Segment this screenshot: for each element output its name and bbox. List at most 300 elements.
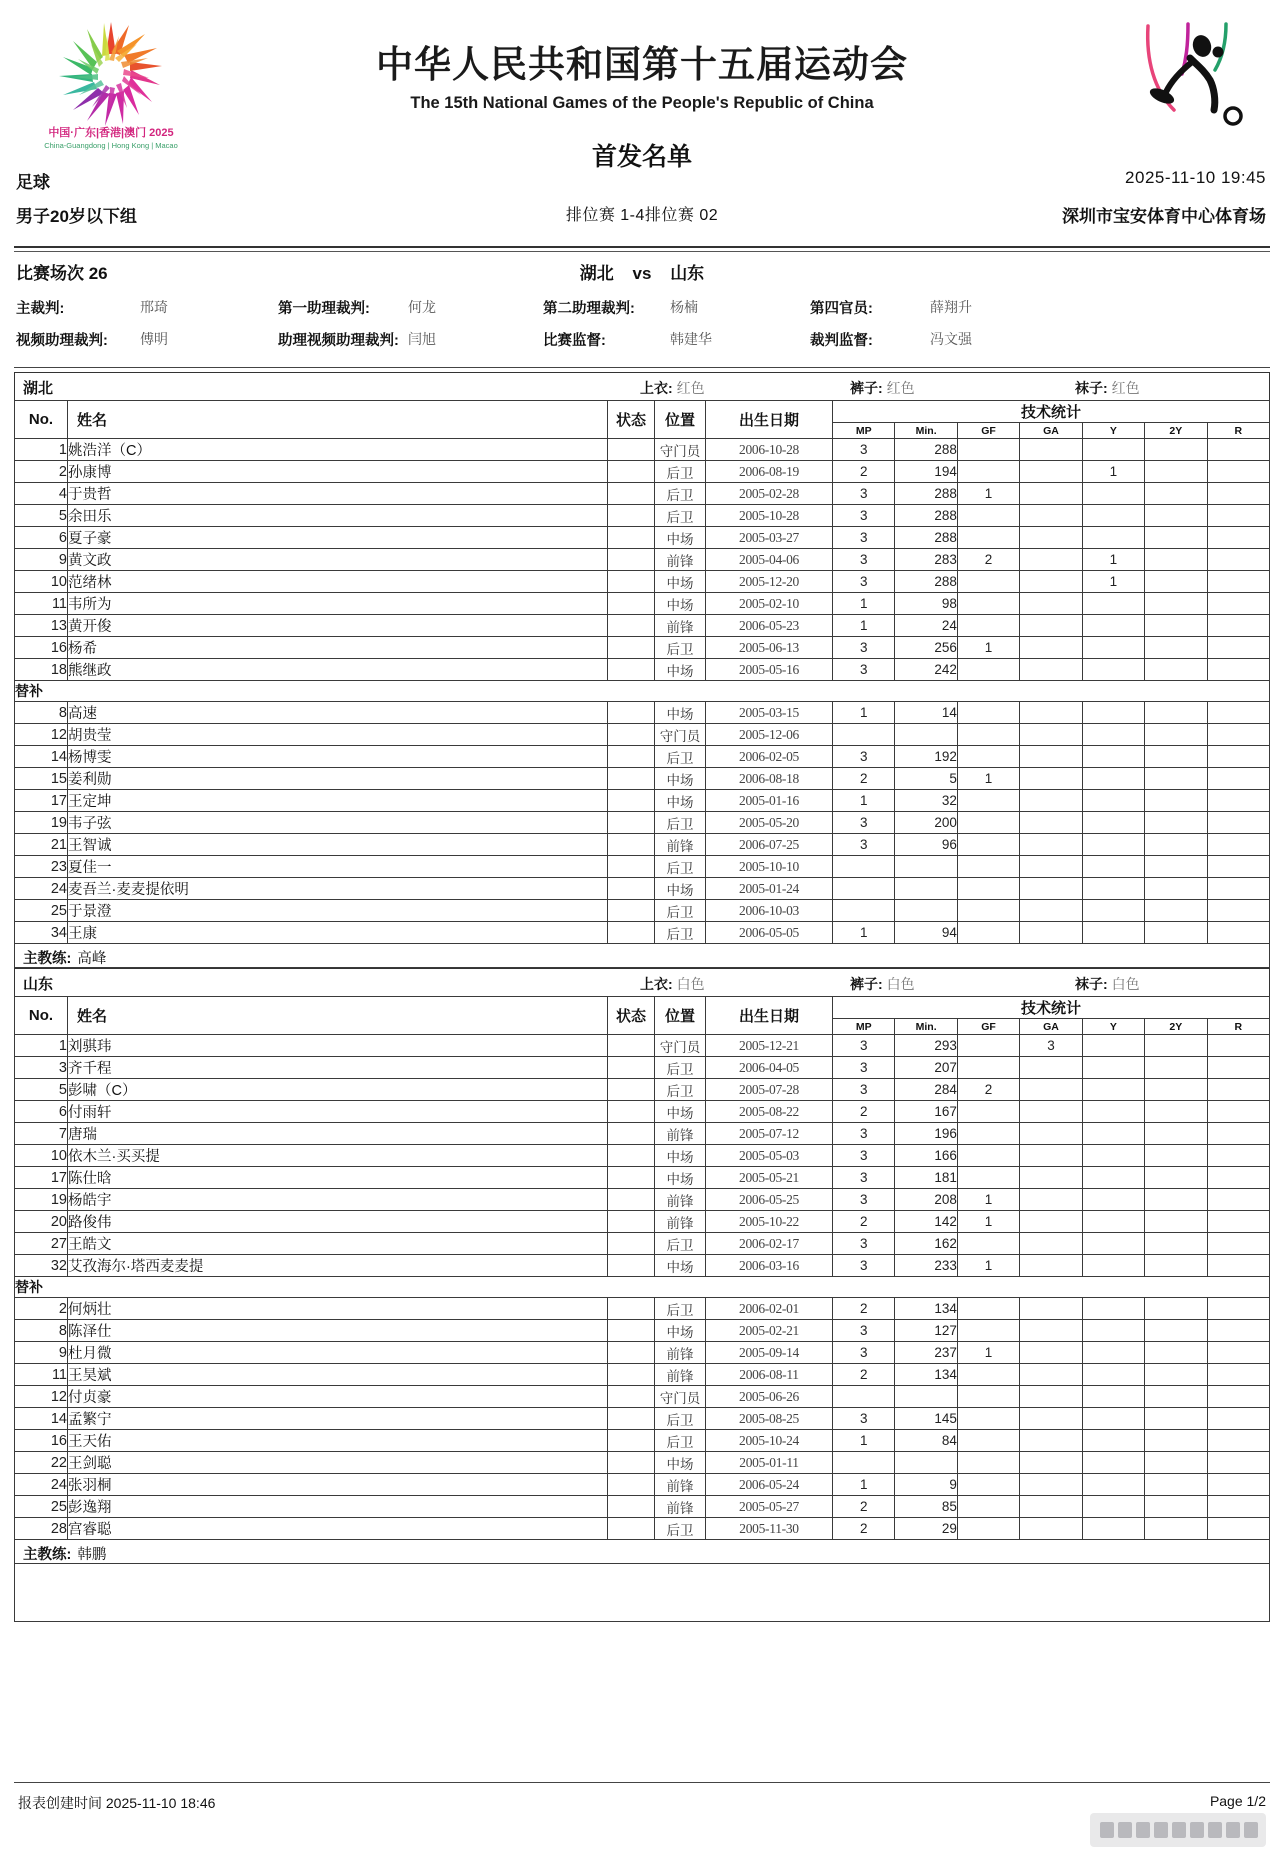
- player-number: 12: [15, 1386, 68, 1408]
- stat-min: 9: [895, 1474, 957, 1496]
- player-number: 12: [15, 724, 68, 746]
- stat-y: [1082, 439, 1144, 461]
- player-status: [608, 1189, 655, 1211]
- stat-2y: [1145, 1518, 1207, 1540]
- stat-r: [1207, 900, 1269, 922]
- stat-gf: [957, 527, 1019, 549]
- stat-mp: 3: [833, 483, 895, 505]
- player-position: 中场: [655, 1320, 706, 1342]
- player-position: 中场: [655, 878, 706, 900]
- stat-ga: [1020, 922, 1082, 944]
- stat-ga: [1020, 1408, 1082, 1430]
- stat-gf: [957, 1496, 1019, 1518]
- stat-2y: [1145, 439, 1207, 461]
- player-status: [608, 637, 655, 659]
- player-name: 孟繁宁: [68, 1408, 608, 1430]
- referee-value: 邢琦: [140, 301, 168, 316]
- stat-gf: 1: [957, 1189, 1019, 1211]
- stat-min: [895, 856, 957, 878]
- report-created-time: 报表创建时间 2025-11-10 18:46: [18, 1795, 216, 1811]
- stat-gf: 1: [957, 483, 1019, 505]
- stat-r: [1207, 483, 1269, 505]
- player-name: 杜月微: [68, 1342, 608, 1364]
- stat-2y: [1145, 1452, 1207, 1474]
- stat-gf: 2: [957, 1079, 1019, 1101]
- player-position: 中场: [655, 527, 706, 549]
- stat-mp: 2: [833, 1101, 895, 1123]
- col-2y: 2Y: [1145, 423, 1207, 439]
- player-status: [608, 1408, 655, 1430]
- stat-y: [1082, 1364, 1144, 1386]
- player-position: 后卫: [655, 1408, 706, 1430]
- stat-gf: [957, 1320, 1019, 1342]
- player-position: 前锋: [655, 1189, 706, 1211]
- stat-ga: [1020, 1474, 1082, 1496]
- player-position: 前锋: [655, 1496, 706, 1518]
- stat-r: [1207, 1298, 1269, 1320]
- col-status: 状态: [608, 401, 655, 439]
- stat-ga: [1020, 900, 1082, 922]
- stat-y: [1082, 1298, 1144, 1320]
- stat-gf: [957, 1430, 1019, 1452]
- stat-mp: 3: [833, 1167, 895, 1189]
- stat-r: [1207, 439, 1269, 461]
- table-row: [15, 549, 1270, 571]
- player-number: 5: [15, 505, 68, 527]
- stat-gf: [957, 746, 1019, 768]
- player-name: 王智诚: [68, 834, 608, 856]
- stat-r: [1207, 1145, 1269, 1167]
- stat-y: [1082, 1233, 1144, 1255]
- col-gf: GF: [957, 423, 1019, 439]
- stat-2y: [1145, 1298, 1207, 1320]
- stat-ga: [1020, 812, 1082, 834]
- stat-ga: [1020, 659, 1082, 681]
- fourth-official-value: 薛翔升: [930, 301, 972, 316]
- stat-2y: [1145, 1079, 1207, 1101]
- stat-min: 14: [895, 702, 957, 724]
- table-row: [15, 527, 1270, 549]
- stat-y: [1082, 922, 1144, 944]
- stat-ga: [1020, 549, 1082, 571]
- stat-mp: 1: [833, 922, 895, 944]
- player-position: 前锋: [655, 1474, 706, 1496]
- table-row: [15, 768, 1270, 790]
- stat-r: [1207, 878, 1269, 900]
- stat-min: 284: [895, 1079, 957, 1101]
- stat-y: [1082, 1123, 1144, 1145]
- player-birthdate: 2006-05-23: [706, 615, 833, 637]
- stat-min: 134: [895, 1298, 957, 1320]
- stat-min: 233: [895, 1255, 957, 1277]
- ar1-label: 第一助理裁判:: [278, 301, 370, 317]
- stat-r: [1207, 768, 1269, 790]
- player-birthdate: 2006-10-28: [706, 439, 833, 461]
- stat-2y: [1145, 659, 1207, 681]
- stat-r: [1207, 505, 1269, 527]
- stat-2y: [1145, 746, 1207, 768]
- stat-y: [1082, 900, 1144, 922]
- player-number: 16: [15, 1430, 68, 1452]
- kit-shirt: [640, 974, 705, 994]
- watermark-bars-icon: [1100, 1822, 1262, 1843]
- stat-mp: 1: [833, 593, 895, 615]
- stat-gf: 1: [957, 1211, 1019, 1233]
- kit-shorts: [850, 378, 915, 398]
- table-row: [15, 483, 1270, 505]
- player-name: 姚浩洋（C）: [68, 439, 608, 461]
- player-position: 前锋: [655, 1342, 706, 1364]
- substitutes-band: [15, 1277, 1270, 1298]
- stat-min: 142: [895, 1211, 957, 1233]
- player-birthdate: 2005-12-20: [706, 571, 833, 593]
- stat-gf: [957, 1452, 1019, 1474]
- player-birthdate: 2005-10-24: [706, 1430, 833, 1452]
- player-number: 34: [15, 922, 68, 944]
- stat-gf: [957, 724, 1019, 746]
- stat-min: 194: [895, 461, 957, 483]
- player-name: 夏子豪: [68, 527, 608, 549]
- player-birthdate: 2006-02-01: [706, 1298, 833, 1320]
- table-row: [15, 1211, 1270, 1233]
- player-birthdate: 2005-12-21: [706, 1035, 833, 1057]
- table-row: [15, 659, 1270, 681]
- player-name: 刘骐玮: [68, 1035, 608, 1057]
- player-name: 余田乐: [68, 505, 608, 527]
- table-row: [15, 571, 1270, 593]
- stat-gf: [957, 812, 1019, 834]
- stat-y: [1082, 1255, 1144, 1277]
- stat-y: 1: [1082, 461, 1144, 483]
- stat-gf: 1: [957, 637, 1019, 659]
- player-position: 中场: [655, 659, 706, 681]
- match-meta: [0, 168, 1284, 368]
- stat-r: [1207, 637, 1269, 659]
- stat-mp: 3: [833, 746, 895, 768]
- stat-mp: 3: [833, 1320, 895, 1342]
- player-number: 7: [15, 1123, 68, 1145]
- player-status: [608, 571, 655, 593]
- stat-r: [1207, 1474, 1269, 1496]
- kit-socks: [1075, 378, 1140, 398]
- player-name: 夏佳一: [68, 856, 608, 878]
- stat-gf: [957, 1474, 1019, 1496]
- table-row: [15, 1101, 1270, 1123]
- document-footer: [14, 1793, 1270, 1817]
- player-number: 6: [15, 527, 68, 549]
- svg-text:中国·广东|香港|澳门 2025: 中国·广东|香港|澳门 2025: [48, 127, 174, 139]
- kit-shirt-value: 红色: [676, 380, 705, 396]
- player-name: 艾孜海尔·塔西麦麦提: [68, 1255, 608, 1277]
- stat-y: [1082, 1211, 1144, 1233]
- stat-min: 283: [895, 549, 957, 571]
- stat-2y: [1145, 1408, 1207, 1430]
- referee-assessor-label: 裁判监督:: [810, 333, 873, 349]
- stat-2y: [1145, 1233, 1207, 1255]
- stat-mp: [833, 1386, 895, 1408]
- stat-ga: [1020, 746, 1082, 768]
- stat-mp: 1: [833, 702, 895, 724]
- stat-2y: [1145, 1145, 1207, 1167]
- stat-mp: 3: [833, 637, 895, 659]
- player-name: 陈仕晗: [68, 1167, 608, 1189]
- stat-y: [1082, 1035, 1144, 1057]
- stat-2y: [1145, 1386, 1207, 1408]
- player-status: [608, 483, 655, 505]
- table-header-row: [15, 401, 1270, 423]
- stat-gf: [957, 878, 1019, 900]
- stat-ga: [1020, 1189, 1082, 1211]
- stat-mp: 2: [833, 768, 895, 790]
- team-kit-band: [14, 372, 1270, 400]
- player-birthdate: 2006-10-03: [706, 900, 833, 922]
- player-number: 14: [15, 1408, 68, 1430]
- stat-ga: [1020, 439, 1082, 461]
- stat-min: 127: [895, 1320, 957, 1342]
- table-row: [15, 1167, 1270, 1189]
- player-birthdate: 2006-08-18: [706, 768, 833, 790]
- player-status: [608, 1386, 655, 1408]
- stat-mp: 3: [833, 1189, 895, 1211]
- stat-min: 24: [895, 615, 957, 637]
- stat-r: [1207, 1167, 1269, 1189]
- player-number: 28: [15, 1518, 68, 1540]
- team-roster-table: [14, 400, 1270, 944]
- player-name: 齐千程: [68, 1057, 608, 1079]
- stat-y: 1: [1082, 549, 1144, 571]
- stat-mp: 2: [833, 1496, 895, 1518]
- stat-r: [1207, 571, 1269, 593]
- player-status: [608, 900, 655, 922]
- stat-2y: [1145, 856, 1207, 878]
- player-birthdate: 2006-08-11: [706, 1364, 833, 1386]
- stat-mp: 2: [833, 461, 895, 483]
- player-birthdate: 2005-03-27: [706, 527, 833, 549]
- player-number: 24: [15, 878, 68, 900]
- stat-y: [1082, 1474, 1144, 1496]
- player-position: 后卫: [655, 1430, 706, 1452]
- stat-min: 84: [895, 1430, 957, 1452]
- player-status: [608, 746, 655, 768]
- stat-mp: 3: [833, 1233, 895, 1255]
- stat-min: 237: [895, 1342, 957, 1364]
- ar2-value: 杨楠: [670, 301, 698, 316]
- stat-ga: [1020, 593, 1082, 615]
- player-status: [608, 1342, 655, 1364]
- player-birthdate: 2005-02-28: [706, 483, 833, 505]
- player-position: 后卫: [655, 1518, 706, 1540]
- player-position: 守门员: [655, 724, 706, 746]
- player-position: 后卫: [655, 746, 706, 768]
- stat-min: 145: [895, 1408, 957, 1430]
- stat-ga: [1020, 702, 1082, 724]
- col-no: No.: [15, 997, 68, 1035]
- stat-min: 166: [895, 1145, 957, 1167]
- stat-r: [1207, 593, 1269, 615]
- player-position: 前锋: [655, 615, 706, 637]
- table-row: [15, 461, 1270, 483]
- player-status: [608, 1101, 655, 1123]
- stat-min: [895, 724, 957, 746]
- stat-2y: [1145, 549, 1207, 571]
- player-name: 姜利勋: [68, 768, 608, 790]
- player-name: 熊继政: [68, 659, 608, 681]
- table-row: [15, 1123, 1270, 1145]
- stat-r: [1207, 1123, 1269, 1145]
- kit-shirt-label: 上衣:: [640, 380, 673, 396]
- player-number: 11: [15, 593, 68, 615]
- stat-gf: [957, 1145, 1019, 1167]
- table-row: [15, 1145, 1270, 1167]
- stat-r: [1207, 1342, 1269, 1364]
- stat-r: [1207, 549, 1269, 571]
- col-r: R: [1207, 1019, 1269, 1035]
- stat-ga: [1020, 878, 1082, 900]
- player-status: [608, 1298, 655, 1320]
- watermark-badge: [1090, 1813, 1266, 1847]
- stat-gf: [957, 834, 1019, 856]
- player-number: 8: [15, 702, 68, 724]
- player-position: 中场: [655, 790, 706, 812]
- col-ga: GA: [1020, 423, 1082, 439]
- stat-gf: [957, 1518, 1019, 1540]
- player-birthdate: 2005-03-15: [706, 702, 833, 724]
- col-mp: MP: [833, 1019, 895, 1035]
- stat-y: [1082, 1386, 1144, 1408]
- player-status: [608, 549, 655, 571]
- stat-r: [1207, 1035, 1269, 1057]
- games-mascot-pictogram-icon: [1130, 18, 1260, 136]
- table-row: [15, 724, 1270, 746]
- stat-min: 29: [895, 1518, 957, 1540]
- stat-mp: [833, 900, 895, 922]
- match-number: 比赛场次 26: [16, 264, 108, 283]
- player-name: 彭逸翔: [68, 1496, 608, 1518]
- player-name: 孙康博: [68, 461, 608, 483]
- referee-assessor-value: 冯文强: [930, 333, 972, 348]
- player-status: [608, 1035, 655, 1057]
- stat-ga: [1020, 1364, 1082, 1386]
- stat-y: [1082, 878, 1144, 900]
- stat-gf: [957, 659, 1019, 681]
- stat-y: [1082, 812, 1144, 834]
- stat-mp: 1: [833, 615, 895, 637]
- officials-row-1: [0, 297, 1284, 329]
- stat-min: [895, 1386, 957, 1408]
- table-row: [15, 1364, 1270, 1386]
- stat-2y: [1145, 1189, 1207, 1211]
- player-birthdate: 2006-04-05: [706, 1057, 833, 1079]
- stat-ga: [1020, 724, 1082, 746]
- col-min: Min.: [895, 1019, 957, 1035]
- table-row: [15, 1474, 1270, 1496]
- player-position: 后卫: [655, 856, 706, 878]
- stat-y: [1082, 724, 1144, 746]
- stat-min: 207: [895, 1057, 957, 1079]
- officials-divider: [14, 367, 1270, 368]
- table-header-row: [15, 997, 1270, 1019]
- table-row: [15, 615, 1270, 637]
- stat-mp: [833, 1452, 895, 1474]
- stat-gf: 1: [957, 768, 1019, 790]
- stat-ga: [1020, 1233, 1082, 1255]
- stat-r: [1207, 1233, 1269, 1255]
- stat-min: 134: [895, 1364, 957, 1386]
- player-position: 后卫: [655, 900, 706, 922]
- stat-ga: [1020, 1079, 1082, 1101]
- stat-gf: [957, 1035, 1019, 1057]
- stat-2y: [1145, 483, 1207, 505]
- player-birthdate: 2005-08-22: [706, 1101, 833, 1123]
- player-birthdate: 2005-09-14: [706, 1342, 833, 1364]
- table-row: [15, 637, 1270, 659]
- stat-min: 200: [895, 812, 957, 834]
- player-name: 杨博雯: [68, 746, 608, 768]
- stat-2y: [1145, 834, 1207, 856]
- stat-min: 32: [895, 790, 957, 812]
- stat-mp: 1: [833, 790, 895, 812]
- age-group-label: 男子20岁以下组: [16, 207, 137, 226]
- stat-min: 5: [895, 768, 957, 790]
- page-number: Page 1/2: [1209, 1793, 1266, 1809]
- player-birthdate: 2006-05-05: [706, 922, 833, 944]
- player-name: 于贵哲: [68, 483, 608, 505]
- stat-mp: 3: [833, 439, 895, 461]
- page-title-cn: 中华人民共和国第十五届运动会: [376, 44, 908, 85]
- stat-2y: [1145, 1496, 1207, 1518]
- player-number: 22: [15, 1452, 68, 1474]
- stat-y: [1082, 1408, 1144, 1430]
- stat-mp: 3: [833, 1342, 895, 1364]
- stat-gf: [957, 702, 1019, 724]
- player-status: [608, 878, 655, 900]
- stat-min: [895, 878, 957, 900]
- table-row: [15, 1035, 1270, 1057]
- head-coach-row: [14, 944, 1270, 968]
- player-number: 5: [15, 1079, 68, 1101]
- player-status: [608, 856, 655, 878]
- player-status: [608, 439, 655, 461]
- stat-2y: [1145, 1342, 1207, 1364]
- player-birthdate: 2005-06-13: [706, 637, 833, 659]
- player-number: 17: [15, 1167, 68, 1189]
- stat-r: [1207, 1364, 1269, 1386]
- venue-label: 深圳市宝安体育中心体育场: [1062, 207, 1266, 226]
- stat-y: [1082, 1101, 1144, 1123]
- kit-shorts: [850, 974, 915, 994]
- player-status: [608, 1255, 655, 1277]
- col-gf: GF: [957, 1019, 1019, 1035]
- stat-r: [1207, 1430, 1269, 1452]
- player-number: 2: [15, 1298, 68, 1320]
- player-birthdate: 2006-02-17: [706, 1233, 833, 1255]
- player-position: 后卫: [655, 1079, 706, 1101]
- stat-r: [1207, 724, 1269, 746]
- stat-r: [1207, 1079, 1269, 1101]
- player-number: 23: [15, 856, 68, 878]
- stat-2y: [1145, 922, 1207, 944]
- player-number: 19: [15, 812, 68, 834]
- player-birthdate: 2005-05-20: [706, 812, 833, 834]
- player-number: 6: [15, 1101, 68, 1123]
- player-position: 后卫: [655, 505, 706, 527]
- stat-gf: [957, 1123, 1019, 1145]
- stat-min: 96: [895, 834, 957, 856]
- stat-gf: [957, 1298, 1019, 1320]
- player-name: 高速: [68, 702, 608, 724]
- stat-gf: [957, 505, 1019, 527]
- stat-gf: [957, 900, 1019, 922]
